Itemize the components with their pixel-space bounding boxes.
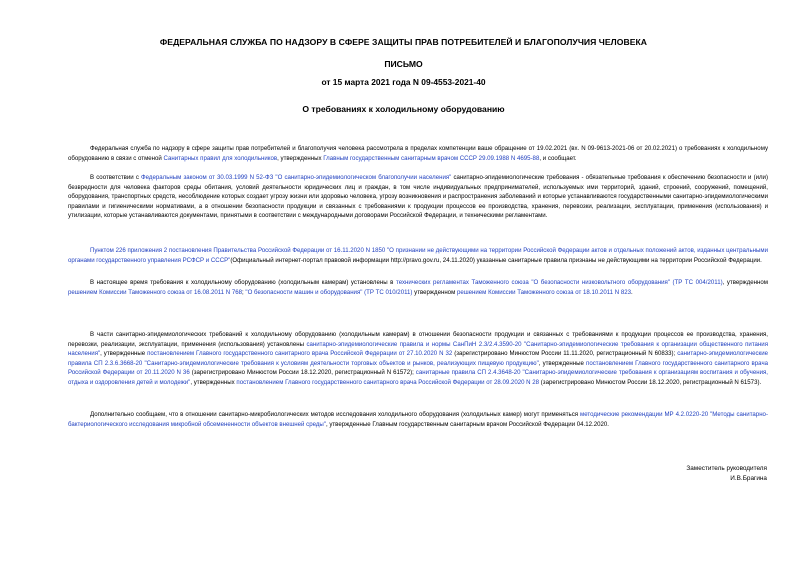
text: (Официальный интернет-портал правовой информации http://pravo.gov.ru, 24.11.2020) указанные санитарные правила признаны не действующими на территории Российской Федерации. (230, 256, 762, 264)
document-type: ПИСЬМО (384, 59, 423, 69)
text: , утвержденных (190, 378, 237, 386)
text: , утвержденных (277, 154, 324, 162)
paragraph-4 (68, 278, 768, 297)
text: , утвержденные Главным государственным санитарным врачом Российской Федерации 04.12.2020. (325, 420, 609, 428)
link-ussr-chief-doctor-4695-88[interactable]: Главным государственным санитарным врачом СССР 29.09.1988 N 4695-88 (323, 154, 540, 162)
text: (зарегистрировано Минюстом России 11.11.2020, регистрационный N 60833); (452, 350, 678, 358)
text: (зарегистрировано Минюстом России 18.12.2020, регистрационный N 61573). (539, 378, 762, 386)
link-mr-4-2-0220-20[interactable]: методические рекомендации МР 4.2.0220-20 "Методы санитарно-бактериологического исследования микробной обсемененности объектов внешней среды" (68, 411, 768, 428)
text: В настоящее время требования к холодильному оборудованию (холодильным камерам) установлены в (90, 279, 396, 286)
paragraph-2 (68, 173, 768, 221)
text: Федеральная служба по надзору в сфере защиты прав потребителей и благополучия человека рассмотрела в пределах компетенции ваше обращение от 19.02.2021 (вх. N 09-9613-2021-06 от 20.02.2021) о требованиях к холодильному оборудованию в связи с отменой (68, 145, 768, 162)
link-sp-3648-20[interactable]: санитарные правила СП 2.4.3648-20 "Санитарно-эпидемиологические требования к организациям воспитания и обучения, отдыха и оздоровления детей и молодежи" (68, 369, 768, 386)
text: , утвержденные (100, 350, 148, 358)
link-sanpin-3590-20[interactable]: санитарно-эпидемиологические правила и нормы СанПиН 2.3/2.4.3590-20 "Санитарно-эпидемиологические требования к организации общественного питания населения" (68, 340, 768, 358)
paragraph-6 (68, 410, 768, 429)
paragraph-1 (68, 144, 768, 163)
link-decree-36[interactable]: постановлением Главного государственного санитарного врача Российской Федерации от 20.11.2020 N 36 (68, 359, 769, 377)
text: санитарно-эпидемиологические требования - обязательные требования к обеспечению безопасности и (или) безвредности для человека факторов среды обитания, условий деятельности юридических лиц и граждан, в том числе индивидуальных предпринимателей, используемых ими территорий, зданий, строений, сооружений, помещений, оборудования, транспортных средств, несоблюдение которых создает угрозу жизни или здоровью человека, угрозу возникновения и распространения заболеваний и которые устанавливаются государственными санитарно-эпидемиологическими правилами и гигиеническими нормативами, а в отношении безопасности продукции и связанных с требованиями к продукции процессов ее производства, хранения, перевозки, реализации, эксплуатации, применения (использования) и утилизации, которые устанавливаются документами, принятыми в соответствии с международными договорами Российской Федерации, и техническими регламентами. (68, 174, 768, 220)
link-tr-ts-010-2011[interactable]: "О безопасности машин и оборудования" (ТР ТС 010/2011) (245, 288, 413, 296)
text: Дополнительно сообщаем, что в отношении санитарно-микробиологических методов исследования холодильного оборудования (холодильных камер) могут применяться (90, 411, 581, 418)
text: , и сообщает. (539, 154, 577, 162)
text: утвержденном (412, 288, 457, 296)
link-sanitary-rules-refrigerators[interactable]: Санитарных правил для холодильников (163, 154, 278, 162)
document-subject: О требованиях к холодильному оборудованию (302, 104, 505, 114)
link-decree-28[interactable]: постановлением Главного государственного санитарного врача Российской Федерации от 28.09.2020 N 28 (236, 378, 540, 386)
link-tr-ts-004-2011[interactable]: технических регламентах Таможенного союза "О безопасности низковольтного оборудования" (ТР ТС 004/2011) (395, 279, 723, 286)
agency-title: ФЕДЕРАЛЬНАЯ СЛУЖБА ПО НАДЗОРУ В СФЕРЕ ЗАЩИТЫ ПРАВ ПОТРЕБИТЕЛЕЙ И БЛАГОПОЛУЧИЯ ЧЕЛОВЕКА (159, 37, 648, 47)
text: (зарегистрировано Минюстом России 18.12.2020, регистрационный N 61572); (189, 369, 416, 377)
text: В соответствии с (90, 174, 142, 181)
document-date-number: от 15 марта 2021 года N 09-4553-2021-40 (321, 77, 486, 87)
text: , утвержденном (722, 279, 768, 286)
text: ; (242, 288, 246, 296)
link-sp-3668-20[interactable]: санитарно-эпидемиологические правила СП 2.3.6.3668-20 "Санитарно-эпидемиологические требования к условиям деятельности торговых объектов и рынков, реализующих пищевую продукцию" (68, 350, 769, 367)
signatory-name: И.В.Брагина (730, 475, 767, 482)
paragraph-3 (68, 246, 768, 265)
link-decree-32[interactable]: постановлением Главного государственного санитарного врача Российской Федерации от 27.10.2020 N 32 (147, 350, 453, 358)
text: В части санитарно-эпидемиологических требований к холодильному оборудованию (холодильным камерам) в отношении безопасности продукции и связанных с требованиями к продукции процессов ее производства, хранения, перевозки, реализации, эксплуатации, применения (использования) установлены (68, 331, 768, 348)
link-government-decree-1850[interactable]: Пунктом 226 приложения 2 постановления Правительства Российской Федерации от 16.11.2020 N 1850 "О признании не действующими на территории Российской Федерации актов и отдельных положений актов, изданных центральными органами государственного управления РСФСР и СССР" (68, 247, 768, 264)
link-decision-768[interactable]: решением Комиссии Таможенного союза от 16.08.2011 N 768 (68, 288, 243, 296)
signatory-position: Заместитель руководителя (686, 465, 767, 472)
link-federal-law-52fz[interactable]: Федеральным законом от 30.03.1999 N 52-ФЗ "О санитарно-эпидемиологическом благополучии населения" (141, 174, 452, 181)
paragraph-5 (68, 330, 768, 388)
text: , утвержденные (538, 359, 587, 367)
text: . (631, 288, 633, 296)
link-decision-823[interactable]: решением Комиссии Таможенного союза от 18.10.2011 N 823 (456, 288, 631, 296)
